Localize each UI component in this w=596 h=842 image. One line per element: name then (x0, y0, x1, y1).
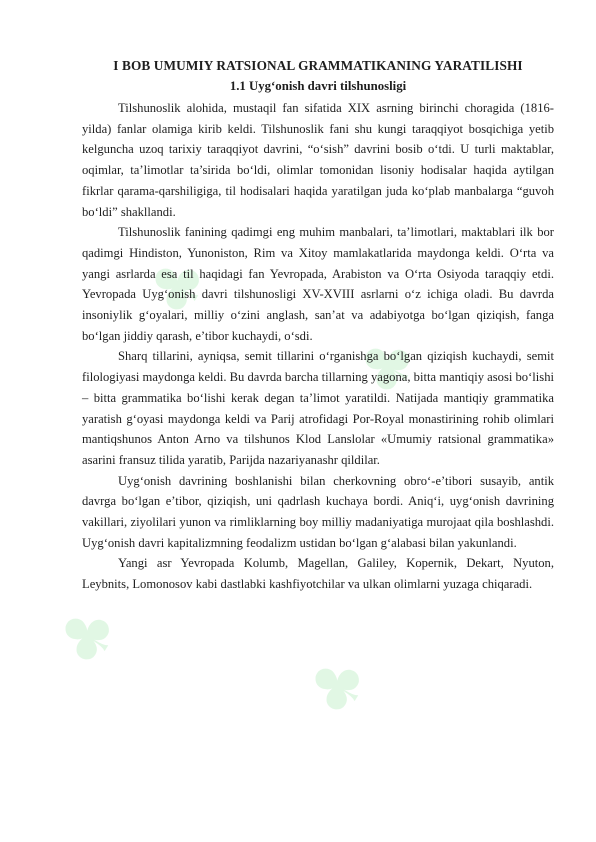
watermark-mark: ♣ (132, 243, 226, 331)
watermark-mark: ♣ (42, 593, 136, 681)
paragraph: Tilshunoslik alohida, mustaqil fan sifatida XIX asrning birinchi choragida (1816-yilda) fanlar olamiga kirib keldi. Tilshunoslik fani shu kungi taraqqiyot bosqichiga yetib kelguncha uzoq tarixiy taraqqiyot davrini, “o‘sish” davrini bosib o‘tdi. U turli maktablar, oqimlar, ta’limotlar ta’sirida bo‘ldi, olimlar tomonidan lisoniy hodisalar haqida aytilgan fikrlar qarama-qarshiligiga, til hodisalari haqida yaratilgan juda ko‘plab manbalarga “guvoh bo‘ldi” shakllandi. (82, 101, 554, 219)
paragraph: Tilshunoslik fanining qadimgi eng muhim manbalari, ta’limotlari, maktablari ilk bor qadimgi Hindiston, Yunoniston, Rim va Xitoy mamlakatlarida maydonga keldi. O‘rta va yangi asrlarda esa til haqidagi fan Yevropada, Arabiston va O‘rta Osiyoda taraqqiy etdi. Yevropada Uyg‘onish davri tilshunosligi XV-XVIII asrlarni o‘z ichiga oladi. Bu davrda insoniylik g‘oyalari, milliy o‘zini anglash, san’at va adabiyotga bo‘lgan qiziqish, fanga bo‘lgan jiddiy qarash, e’tibor kuchaydi, o‘sdi. (82, 225, 554, 343)
document-body (82, 56, 554, 595)
watermark-mark: ♣ (292, 643, 386, 731)
paragraph: Sharq tillarini, ayniqsa, semit tillarini o‘rganishga bo‘lgan qiziqish kuchaydi, semit filologiyasi maydonga keldi. Bu davrda barcha tillarning yagona, bitta mantiqiy asosi bo‘lishi – bitta grammatika bo‘lishi kerak degan ta’limot yaratildi. Natijada mantiqiy grammatika yaratish g‘oyasi maydonga keldi va Parij atrofidagi Por-Royal monastirining rohib olimlari mantiqshunos Anton Arno va tilshunos Klod Lanslolar «Umumiy ratsional grammatika» asarini fransuz tilida yaratib, Parijda nazariyanashr qildilar. (82, 349, 554, 467)
chapter-heading: I BOB UMUMIY RATSIONAL GRAMMATIKANING YARATILISHI (113, 58, 523, 73)
paragraph: Uyg‘onish davrining boshlanishi bilan cherkovning obro‘-e’tibori susayib, antik davrga bo‘lgan e’tibor, qiziqish, uni qadrlash kuchaya bordi. Aniq‘i, uyg‘onish davrining vakillari, ziyolilari yunon va rimliklarning boy milliy madaniyatiga murojaat qila boshlashdi. Uyg‘onish davri kapitalizmning feodalizm ustidan bo‘lgan g‘alabasi bilan yakunlandi. (82, 473, 554, 550)
watermark-mark: ♣ (342, 323, 436, 411)
section-heading: 1.1 Uyg‘onish davri tilshunosligi (229, 79, 407, 93)
paragraph: Yangi asr Yevropada Kolumb, Magellan, Galiley, Kopernik, Dekart, Nyuton, Leybnits, Lomonosov kabi dastlabki kashfiyotchilar va ulkan olimlarni yuzaga chiqaradi. (82, 556, 554, 592)
